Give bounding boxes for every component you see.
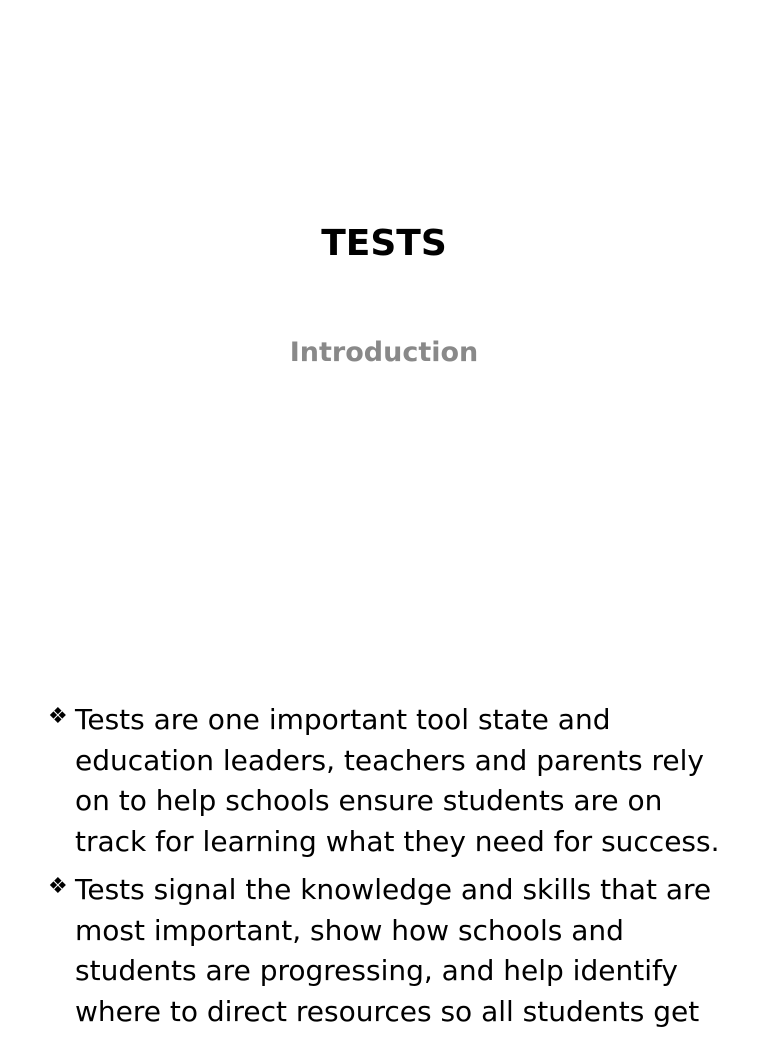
slide-title: TESTS [321,223,447,264]
diamond-bullet-icon: ❖ [48,874,68,899]
diamond-bullet-icon: ❖ [48,704,68,729]
bullet-item [48,700,728,862]
bullet-text: Tests are one important tool state and education leaders, teachers and parents rely on to help schools ensure students are on track for learning what they need for success. [75,703,720,858]
bullet-list [48,700,728,1040]
slide-subtitle: Introduction [289,337,479,368]
bullet-text: Tests signal the knowledge and skills that are most important, show how schools and students are progressing, and help identify where to direct resources so all students get [75,873,712,1028]
bullet-item [48,870,728,1032]
